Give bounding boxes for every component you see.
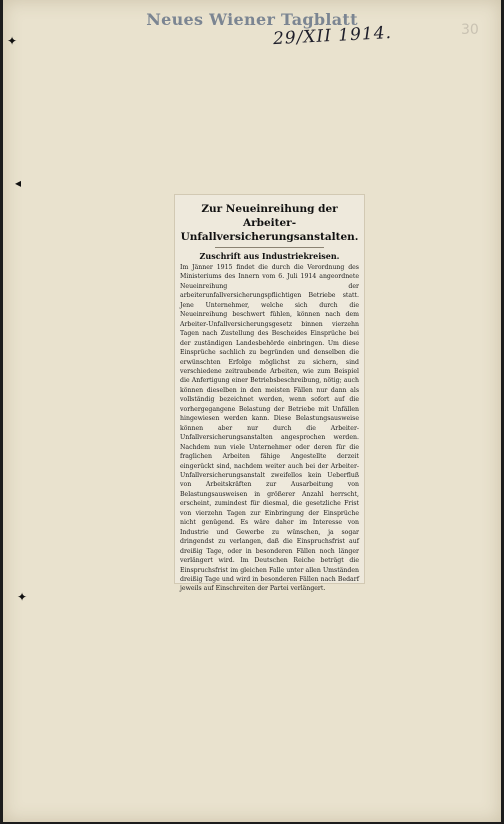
handwritten-date: 29/XII 1914. [272, 22, 393, 50]
clipping-subtitle: Zuschrift aus Industriekreisen. [199, 251, 340, 261]
punch-mark-icon: ✦ [17, 590, 28, 604]
punch-mark-icon: ◂ [15, 176, 22, 190]
archive-number: 30 [461, 22, 479, 38]
title-rule [215, 247, 324, 248]
clipping-body: Im Jänner 1915 findet die durch die Verordnung des Ministeriums des Innern vom 6. Juli 1914 angeordnete Neueinreihung der arbeiterunfallversicherungspflichtigen Betriebe statt. Jene Unternehmer, welche sich durch die Neueinreihung beschwert fühlen, können nach dem Arbeiter-Unfallversicherungsgesetz binnen vierzehn Tagen nach Zustellung des Bescheides Einsprüche bei der zuständigen Landesbehörde einbringen. Um diese Einsprüche sachlich zu begründen und denselben die erwünschten Erfolge möglichst zu sichern, sind verschiedene zeitraubende Arbeiten, wie zum Beispiel die Anfertigung einer Betriebsbeschreibung, nötig; auch können dieselben in den meisten Fällen nur dann als vollständig bezeichnet werden, wenn sofort auf die vorhergegangene Belastung der Betriebe mit Unfällen hingewiesen werden kann. Diese Belastungsausweise können aber nur durch die Arbeiter-Unfallversicherungsanstalten angesprochen werden. Nachdem nun viele Unternehmer oder deren für die fraglichen Arbeiten fähige Angestellte derzeit eingerückt sind, nachdem weiter auch bei der Arbeiter-Unfallversicherungsanstalt zweifellos kein Ueberfluß von Arbeitskräften zur Ausarbeitung von Belastungsausweisen in größerer Anzahl herrscht, erscheint, zumindest für diesmal, die gesetzliche Frist von vierzehn Tagen zur Einbringung der Einsprüche nicht genügend. Es wäre daher im Interesse von Industrie und Gewerbe zu wünschen, ja sogar dringendst zu verlangen, daß die Einspruchsfrist auf dreißig Tage, oder in besonderen Fällen noch länger verlängert wird. Im Deutschen Reiche beträgt die Einspruchsfrist im gleichen Falle unter allen Umständen dreißig Tage und wird in besonderen Fällen nach Bedarf jeweils auf Einschreiten der Partei verlängert. [180, 264, 359, 593]
archive-sheet [3, 0, 501, 822]
newspaper-clipping [175, 195, 364, 593]
newspaper-masthead: Neues Wiener Tagblatt [146, 10, 358, 29]
clipping-title: Zur Neueinreihung der Arbeiter-Unfallversicherungsanstalten. [180, 203, 359, 243]
punch-mark-icon: ✦ [7, 34, 18, 48]
